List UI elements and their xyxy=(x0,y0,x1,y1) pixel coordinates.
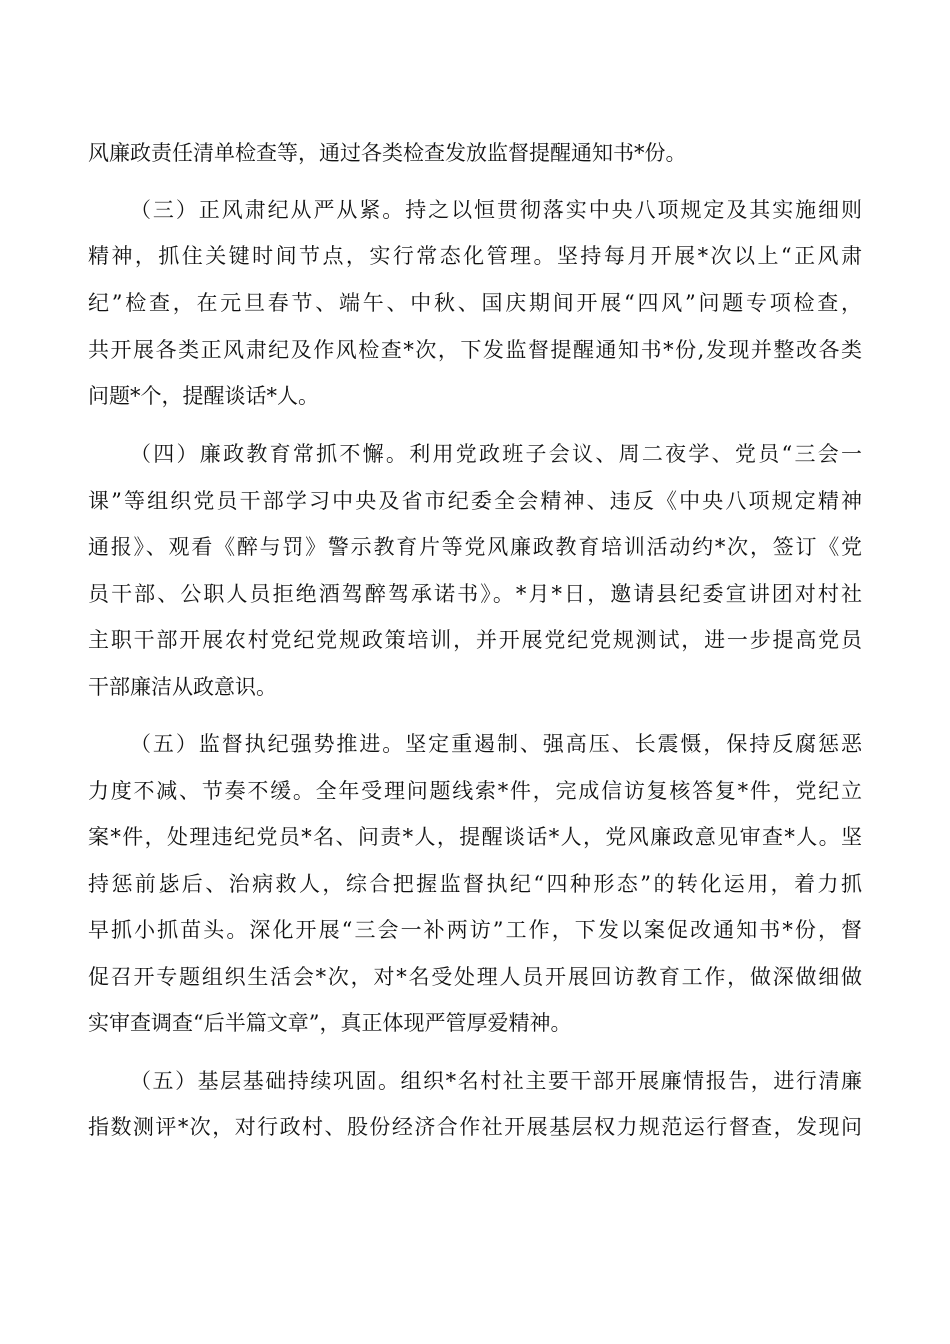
text-line: 干部廉洁从政意识。 xyxy=(88,675,277,699)
text-line: 案*件，处理违纪党员*名、问责*人，提醒谈话*人，党风廉政意见审查*人。坚 xyxy=(88,825,862,849)
text-line: 风廉政责任清单检查等，通过各类检查发放监督提醒通知书*份。 xyxy=(88,141,687,165)
text-line: 力度不减、节奏不缓。全年受理问题线索*件，完成信访复核答复*件，党纪立 xyxy=(88,779,862,803)
text-line: 通报》、观看《醉与罚》警示教育片等党风廉政教育培训活动约*次，签订《党 xyxy=(88,535,862,559)
text-line: 共开展各类正风肃纪及作风检查*次，下发监督提醒通知书*份,发现并整改各类 xyxy=(88,338,862,362)
paragraph-heading-line: （五）监督执纪强势推进。坚定重遏制、强高压、长震慑，保持反腐惩恶 xyxy=(130,732,862,756)
text-line: 精神，抓住关键时间节点，实行常态化管理。坚持每月开展*次以上“正风肃 xyxy=(88,244,862,268)
text-line: 持惩前毖后、治病救人，综合把握监督执纪“四种形态”的转化运用，着力抓 xyxy=(88,872,862,896)
text-line: 纪”检查，在元旦春节、端午、中秋、国庆期间开展“四风”问题专项检查， xyxy=(88,291,862,315)
text-line: 问题*个，提醒谈话*人。 xyxy=(88,384,319,408)
text-line: 实审查调查“后半篇文章”，真正体现严管厚爱精神。 xyxy=(88,1011,572,1035)
text-line: 主职干部开展农村党纪党规政策培训，并开展党纪党规测试，进一步提高党员 xyxy=(88,628,862,652)
text-line: 促召开专题组织生活会*次，对*名受处理人员开展回访教育工作，做深做细做 xyxy=(88,965,862,989)
text-line: 课”等组织党员干部学习中央及省市纪委全会精神、违反《中央八项规定精神 xyxy=(88,489,862,513)
paragraph-heading-line: （三）正风肃纪从严从紧。持之以恒贯彻落实中央八项规定及其实施细则 xyxy=(130,198,862,222)
paragraph-heading-line: （四）廉政教育常抓不懈。利用党政班子会议、周二夜学、党员“三会一 xyxy=(130,442,862,466)
text-line: 指数测评*次，对行政村、股份经济合作社开展基层权力规范运行督查，发现问 xyxy=(88,1115,862,1139)
paragraph-heading-line: （五）基层基础持续巩固。组织*名村社主要干部开展廉情报告，进行清廉 xyxy=(130,1069,862,1093)
text-line: 早抓小抓苗头。深化开展“三会一补两访”工作，下发以案促改通知书*份，督 xyxy=(88,918,862,942)
text-line: 员干部、公职人员拒绝酒驾醉驾承诺书》。*月*日，邀请县纪委宣讲团对村社 xyxy=(88,582,862,606)
